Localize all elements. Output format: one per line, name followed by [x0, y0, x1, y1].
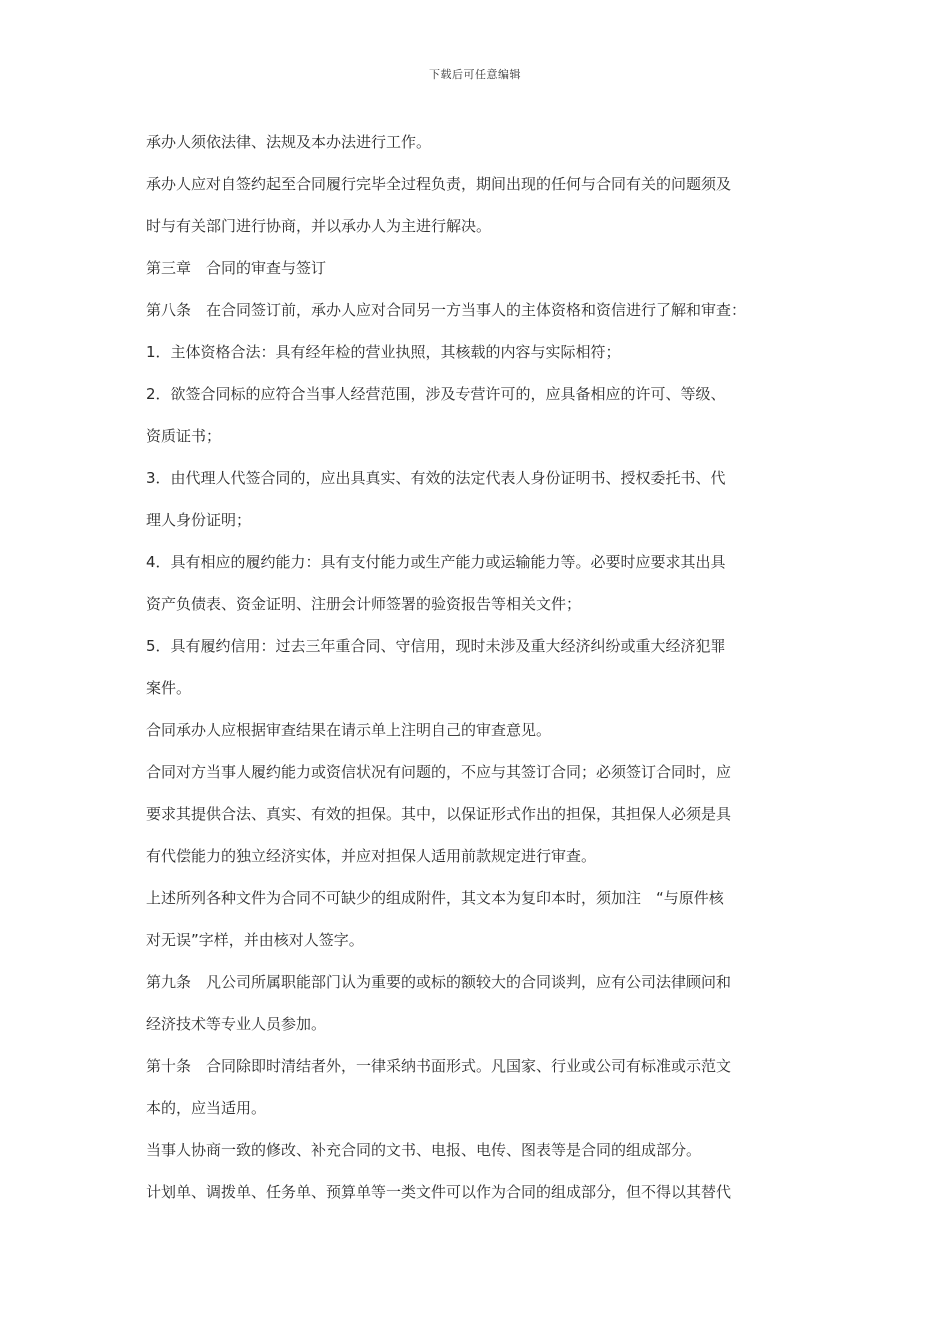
- text-line: 计划单、调拨单、任务单、预算单等一类文件可以作为合同的组成部分，但不得以其替代: [146, 1183, 732, 1201]
- text-line: 承办人应对自签约起至合同履行完毕全过程负责，期间出现的任何与合同有关的问题须及: [146, 175, 732, 193]
- list-item-continuation: 理人身份证明；: [146, 511, 252, 529]
- list-item: 5．具有履约信用：过去三年重合同、守信用，现时未涉及重大经济纠纷或重大经济犯罪: [146, 637, 726, 655]
- list-item: 4．具有相应的履约能力：具有支付能力或生产能力或运输能力等。必要时应要求其出具: [146, 553, 726, 571]
- list-item: 3．由代理人代签合同的，应出具真实、有效的法定代表人身份证明书、授权委托书、代: [146, 469, 726, 487]
- text-line: 有代偿能力的独立经济实体，并应对担保人适用前款规定进行审查。: [146, 847, 597, 865]
- text-line: 经济技术等专业人员参加。: [146, 1015, 327, 1033]
- list-item: 2．欲签合同标的应符合当事人经营范围，涉及专营许可的，应具备相应的许可、等级、: [146, 385, 726, 403]
- text-line: 对无误”字样，并由核对人签字。: [146, 931, 364, 949]
- article-heading: 第八条 在合同签订前，承办人应对合同另一方当事人的主体资格和资信进行了解和审查：: [146, 301, 747, 319]
- text-line: 上述所列各种文件为合同不可缺少的组成附件，其文本为复印本时，须加注 “与原件核: [146, 889, 724, 907]
- chapter-heading: 第三章 合同的审查与签订: [146, 259, 327, 277]
- list-item-continuation: 资产负债表、资金证明、注册会计师签署的验资报告等相关文件；: [146, 595, 582, 613]
- article-heading: 第九条 凡公司所属职能部门认为重要的或标的额较大的合同谈判，应有公司法律顾问和: [146, 973, 732, 991]
- text-line: 合同对方当事人履约能力或资信状况有问题的，不应与其签订合同；必须签订合同时，应: [146, 763, 732, 781]
- article-heading: 第十条 合同除即时清结者外，一律采纳书面形式。凡国家、行业或公司有标准或示范文: [146, 1057, 732, 1075]
- text-line: 承办人须依法律、法规及本办法进行工作。: [146, 133, 432, 151]
- header-note: 下载后可任意编辑: [429, 68, 521, 81]
- list-item-continuation: 案件。: [146, 679, 192, 697]
- document-body: [146, 121, 812, 1213]
- text-line: 合同承办人应根据审查结果在请示单上注明自己的审查意见。: [146, 721, 552, 739]
- text-line: 时与有关部门进行协商，并以承办人为主进行解决。: [146, 217, 492, 235]
- list-item-continuation: 资质证书；: [146, 427, 222, 445]
- text-line: 本的，应当适用。: [146, 1099, 267, 1117]
- text-line: 当事人协商一致的修改、补充合同的文书、电报、电传、图表等是合同的组成部分。: [146, 1141, 702, 1159]
- list-item: 1．主体资格合法：具有经年检的营业执照，其核载的内容与实际相符；: [146, 343, 621, 361]
- text-line: 要求其提供合法、真实、有效的担保。其中，以保证形式作出的担保，其担保人必须是具: [146, 805, 732, 823]
